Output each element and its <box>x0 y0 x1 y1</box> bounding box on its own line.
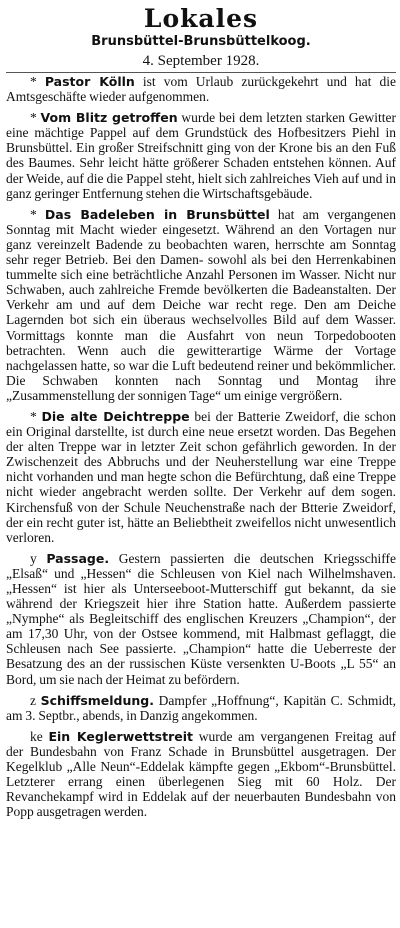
article-body: hat am vergangenen Sonntag mit Macht wieder eingesetzt. Während an den Vortagen nur ganz vereinzelt Badende zu beobachten waren, herrschte am Sonntag sehr reger Betrieb. Bei den Damen- sowohl als bei den Herrenkabinen tummelte sich eine beträchtliche Anzahl Personen im Wasser. Nicht nur Schwaben, auch zahlreiche Fremde bevölkerten die Badeanstalten. Der Verkehr am und auf dem Deiche war recht rege. Den am Deiche Lagernden bot sich ein überaus wechselvolles Bild auf dem Wasser. Vormittags konnte man die Ausfahrt von neun Torpedobooten betrachten. Wenn auch die gewitterartige Wärme der Vortage nachgelassen hatte, so war die Luft bedeutend reiner und bekömmlicher. Die Schwaben konnten nach Sonntag und Montag ihre „Zusammenstellung der sonnigen Tage“ um einige vergrößern. <box>6 206 396 403</box>
article-pastor-koelln <box>6 74 396 104</box>
article-headline: Passage. <box>46 550 110 566</box>
article-marker: * <box>30 408 37 424</box>
article-deichtreppe <box>6 409 396 545</box>
article-headline: Pastor Kölln <box>44 74 135 89</box>
article-blitz <box>6 110 396 201</box>
article-passage <box>6 551 396 687</box>
article-marker: * <box>30 74 37 89</box>
article-headline: Schiffsmeldung. <box>40 692 154 708</box>
article-headline: Das Badeleben in Brunsbüttel <box>44 206 270 222</box>
article-marker: z <box>30 692 36 708</box>
article-marker: * <box>30 110 37 126</box>
section-title: Lokales <box>143 4 259 33</box>
article-body: wurde bei dem letzten starken Gewitter eine mächtige Pappel auf dem Grundstück des Hofbesitzers Piehl in Brunsbüttel. Ein großer Streifschnitt ging von der Krone bis an den Fuß des Baumes. Sehr leicht hätte größerer Schaden entstehen können. Auf der Weide, auf die die Pappel steht, hielt sich zahlreiches Vieh auf und in ganz geringer Entfernung stehen die Wirtschaftsgebäude. <box>6 110 396 201</box>
article-body: bei der Batterie Zweidorf, die schon ein Original darstellte, ist durch eine neue ersetzt worden. Das Begehen der alten Treppe war in letzter Zeit schon gefährlich geworden. In der Zwischenzeit des Abbruchs und der Neuherstellung war eine Treppe nicht vorhanden und man hegte schon die Befürchtung, daß eine Treppe nicht wieder angebracht werden sollte. Der Verkehr auf dem sogen. Kirchensfuß von der Schule Neuchenstraße nach der Btterie Zweidorf, der ein recht guter ist, hätte an Beliebtheit zweifellos nicht unwesentlich verloren. <box>6 408 397 545</box>
article-marker: y <box>30 550 37 566</box>
header-divider <box>6 72 396 73</box>
article-body: wurde am vergangenen Freitag auf der Bundesbahn von Franz Schade in Brunsbüttel ausgetragen. Der Kegelklub „Alle Neun“-Eddelak kämpfte gegen „Ekbom“-Brunsbüttel. Letzterer errang einen überlegenen Sieg mit 60 Holz. Der Revanchekampf wird in Eddelak auf der neuerbauten Bundesbahn von Popp ausgetragen werden. <box>6 728 396 820</box>
article-marker: ke <box>30 728 43 744</box>
article-keglerwettstreit <box>6 729 396 820</box>
article-schiffsmeldung <box>6 693 396 723</box>
article-headline: Die alte Deichtreppe <box>41 408 190 424</box>
section-header <box>6 4 396 73</box>
article-body: ist vom Urlaub zurückgekehrt und hat die Amtsgeschäfte wieder aufgenommen. <box>6 74 396 105</box>
article-badeleben <box>6 207 396 403</box>
article-marker: * <box>30 206 37 222</box>
section-subtitle: Brunsbüttel-Brunsbüttelkoog. <box>91 34 311 49</box>
article-body: Gestern passierten die deutschen Kriegsschiffe „Elsaß“ und „Hessen“ die Schleusen von Kiel nach Wilhelmshaven. „Hessen“ ist hier als Unterseeboot-Mutterschiff gut bekannt, da sie während der Kriegszeit hier ihre Station hatte. Außerdem passierte „Nymphe“ als Begleitschiff des englischen Kreuzers „Champion“, der am 17,30 Uhr, von der Ostsee kommend, mit Halbmast geflaggt, die Schleusen nach See passierte. „Champion“ hatte die Ueberreste der Besatzung des an der russischen Küste versenkten U-Boots „L 55“ an Bord, um sie nach der Heimat zu befördern. <box>6 550 396 687</box>
dateline: 4. September 1928. <box>142 53 260 69</box>
article-headline: Ein Keglerwettstreit <box>48 728 193 744</box>
article-headline: Vom Blitz getroffen <box>40 110 178 126</box>
article-body: Dampfer „Hoffnung“, Kapitän C. Schmidt, am 3. Septbr., abends, in Danzig angekommen. <box>6 692 397 723</box>
